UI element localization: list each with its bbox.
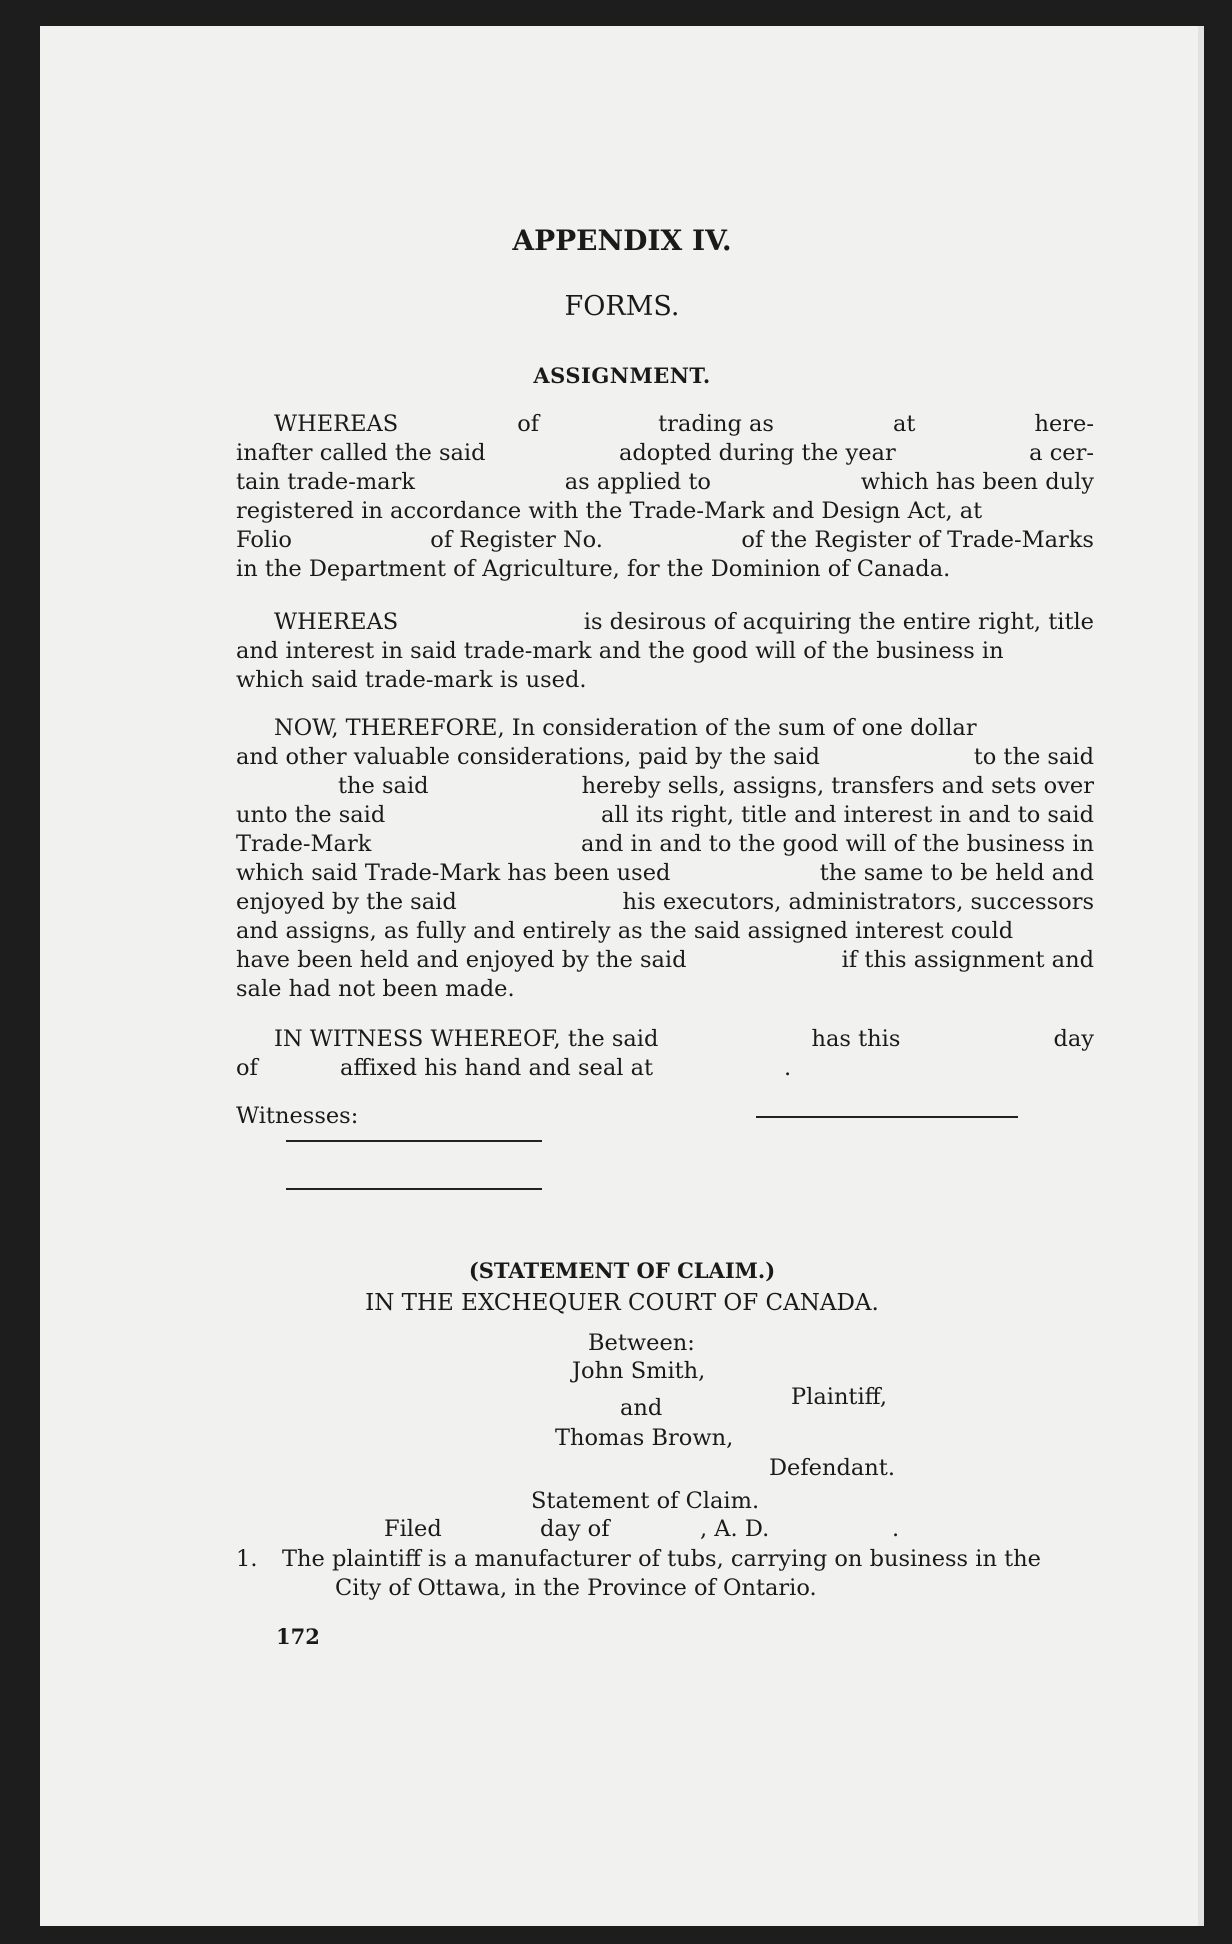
assignment-heading: ASSIGNMENT. [533, 363, 711, 388]
text-segment: unto the said [236, 802, 386, 828]
p2-line-3 [236, 666, 1094, 695]
text-segment: which said trade-mark is used. [236, 667, 587, 693]
p3-line-10 [236, 975, 1094, 1004]
text-segment: trading as [658, 411, 774, 437]
p1-line-2 [236, 439, 1094, 468]
plaintiff-label: Plaintiff, [791, 1384, 888, 1410]
text-segment: which has been duly [860, 469, 1094, 495]
day-of-label: day of [540, 1516, 610, 1542]
p3-line-5 [236, 830, 1094, 859]
document-page [40, 26, 1204, 1926]
and-label: and [620, 1395, 663, 1421]
text-segment: of [236, 1055, 258, 1081]
p3-line-6 [236, 859, 1094, 888]
text-segment: here- [1034, 411, 1094, 437]
text-segment: sale had not been made. [236, 976, 515, 1002]
text-segment: and in and to the good will of the business in [581, 831, 1094, 857]
text-segment: as applied to [564, 469, 711, 495]
witnesses-label: Witnesses: [236, 1103, 359, 1129]
text-segment: day [1053, 1026, 1094, 1052]
item-line-2: City of Ottawa, in the Province of Ontario. [335, 1575, 817, 1601]
p1-line-3 [236, 468, 1094, 497]
defendant-name: Thomas Brown, [555, 1425, 734, 1451]
text-segment: is desirous of acquiring the entire right, title [583, 609, 1094, 635]
text-segment: Trade-Mark [236, 831, 372, 857]
p3-line-9 [236, 946, 1094, 975]
text-segment: enjoyed by the said [236, 889, 457, 915]
witness-line-1 [286, 1140, 542, 1142]
item-number: 1. [236, 1546, 258, 1572]
text-segment: WHEREAS [274, 609, 399, 635]
text-segment: adopted during the year [618, 440, 896, 466]
appendix-heading: APPENDIX IV. [512, 224, 732, 257]
plaintiff-name: John Smith, [572, 1358, 706, 1384]
text-segment: the same to be held and [819, 860, 1094, 886]
text-segment: affixed his hand and seal at [340, 1055, 654, 1081]
court-name: IN THE EXCHEQUER COURT OF CANADA. [365, 1290, 879, 1316]
p3-line-1 [236, 714, 1094, 743]
paragraph-1 [236, 410, 1094, 584]
text-segment: registered in accordance with the Trade-Mark and Design Act, at [236, 498, 983, 524]
text-segment: the said [338, 773, 429, 799]
witness-line-2 [286, 1188, 542, 1190]
text-segment: of the Register of Trade-Marks [741, 527, 1094, 553]
filed-label: Filed [384, 1516, 442, 1542]
defendant-label: Defendant. [769, 1455, 895, 1481]
text-segment: Folio [236, 527, 292, 553]
paragraph-2 [236, 608, 1094, 695]
signature-line [756, 1116, 1018, 1118]
text-segment: . [784, 1055, 792, 1081]
p2-line-1 [236, 608, 1094, 637]
p3-line-7 [236, 888, 1094, 917]
paragraph-4 [236, 1025, 1094, 1083]
text-segment: to the said [973, 744, 1094, 770]
forms-heading: FORMS. [564, 291, 680, 322]
text-segment: at [893, 411, 916, 437]
text-segment: a cer- [1029, 440, 1094, 466]
p1-line-5 [236, 526, 1094, 555]
text-segment: inafter called the said [236, 440, 486, 466]
p1-line-4 [236, 497, 1094, 526]
text-segment: his executors, administrators, successors [622, 889, 1094, 915]
p3-line-3 [236, 772, 1094, 801]
text-segment: and interest in said trade-mark and the good will of the business in [236, 638, 1004, 664]
text-segment: in the Department of Agriculture, for the Dominion of Canada. [236, 556, 951, 582]
text-segment: hereby sells, assigns, transfers and sets over [581, 773, 1094, 799]
text-segment: of Register No. [430, 527, 603, 553]
p3-line-4 [236, 801, 1094, 830]
statement-label: Statement of Claim. [531, 1488, 760, 1514]
text-segment: of [517, 411, 540, 437]
paragraph-3 [236, 714, 1094, 1004]
between-label: Between: [588, 1330, 695, 1356]
p3-line-8 [236, 917, 1094, 946]
p4-line-2 [236, 1054, 1094, 1083]
ad-label: , A. D. [700, 1516, 770, 1542]
text-segment: has this [811, 1026, 901, 1052]
item-line-1: The plaintiff is a manufacturer of tubs, carrying on business in the [282, 1546, 1041, 1572]
p3-line-2 [236, 743, 1094, 772]
p1-line-1 [236, 410, 1094, 439]
text-segment: which said Trade-Mark has been used [236, 860, 671, 886]
p2-line-2 [236, 637, 1094, 666]
text-segment: WHEREAS [274, 411, 399, 437]
text-segment: have been held and enjoyed by the said [236, 947, 687, 973]
text-segment: NOW, THEREFORE, In consideration of the sum of one dollar [274, 715, 977, 741]
text-segment: tain trade-mark [236, 469, 415, 495]
page-number: 172 [276, 1624, 320, 1649]
text-segment: IN WITNESS WHEREOF, the said [274, 1026, 659, 1052]
claim-title: (STATEMENT OF CLAIM.) [468, 1258, 776, 1283]
text-segment: and other valuable considerations, paid by the said [236, 744, 820, 770]
p4-line-1 [236, 1025, 1094, 1054]
text-segment: if this assignment and [841, 947, 1094, 973]
p1-line-6 [236, 555, 1094, 584]
text-segment: and assigns, as fully and entirely as the said assigned interest could [236, 918, 1014, 944]
filed-dot: . [892, 1516, 900, 1542]
text-segment: all its right, title and interest in and to said [601, 802, 1094, 828]
